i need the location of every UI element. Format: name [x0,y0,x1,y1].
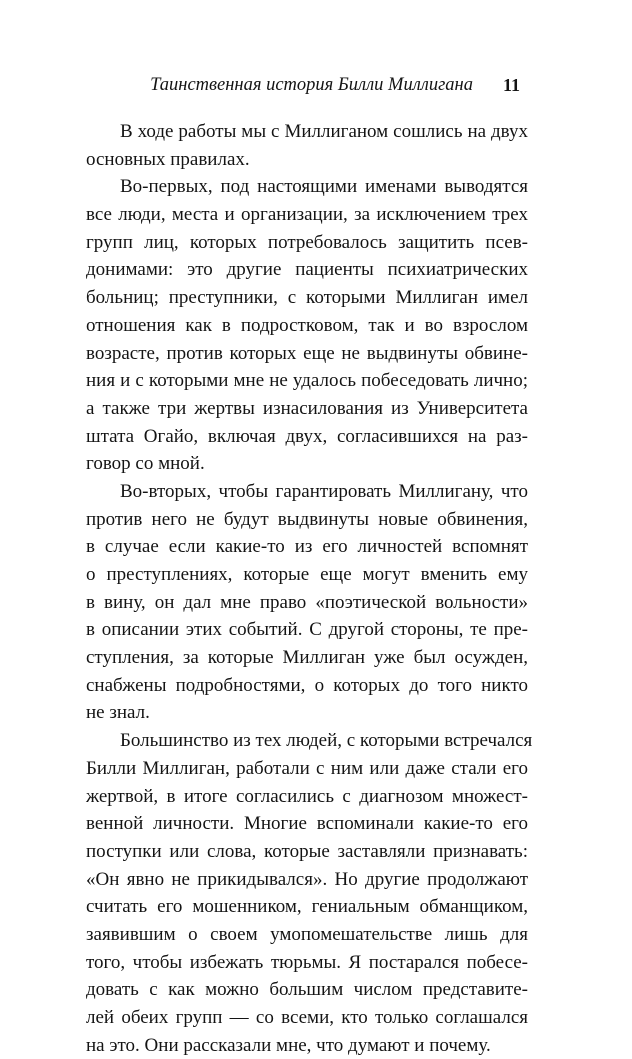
text-line: а также три жертвы изнасилования из Университета [86,397,528,419]
text-line: Во-первых, под настоящими именами выводятся [120,176,528,198]
text-line: ния и с которыми мне не удалось побеседовать лично; [86,370,528,392]
text-line: венной личности. Многие вспоминали какие-то его [86,813,528,835]
text-line: групп лиц, которых потребовалось защитить псев- [86,231,528,253]
text-line: все люди, места и организации, за исключением трех [86,204,528,226]
text-line: на это. Они рассказали мне, что думают и почему. [86,1034,491,1056]
text-line: лей обеих групп — со всеми, кто только соглашался [86,1007,528,1028]
text-line: Билли Миллиган, работали с ним или даже стали его [86,757,528,779]
text-line: поступки или слова, которые заставляли признавать: [86,840,528,862]
text-line: Во-вторых, чтобы гарантировать Миллигану, что [120,480,528,502]
running-title: Таинственная история Билли Миллигана [150,75,473,95]
text-line: довать с как можно большим числом представите- [86,979,528,1001]
text-line: В ходе работы мы с Миллиганом сошлись на двух [120,121,528,142]
body-text [86,118,533,1059]
text-line: возрасте, против которых еще не выдвинуты обвине- [86,342,528,364]
text-line: того, чтобы избежать тюрьмы. Я постарался побесе- [86,951,528,973]
text-line: жертвой, в итоге согласились с диагнозом множест- [86,785,528,807]
text-line: говор со мной. [86,453,205,475]
text-line: основных правилах. [86,148,250,170]
text-line: в случае если какие-то из его личностей вспомнят [86,536,528,558]
text-line: не знал. [86,702,150,724]
text-line: снабжены подробностями, о которых до того никто [86,674,528,696]
running-head [108,72,520,98]
text-line: в описании этих событий. С другой стороны, те пре- [86,619,528,641]
text-line: считать его мошенником, гениальным обманщиком, [86,896,528,918]
text-line: «Он явно не прикидывался». Но другие продолжают [86,868,528,890]
text-line: заявившим о своем умопомешательстве лишь для [86,923,528,945]
text-line: ступления, за которые Миллиган уже был осужден, [86,647,528,669]
text-line: больниц; преступники, с которыми Миллиган имел [86,287,528,309]
text-line: против него не будут выдвинуты новые обвинения, [86,508,528,530]
text-line: донимами: это другие пациенты психиатрических [86,259,528,281]
text-line: штата Огайо, включая двух, согласившихся на раз- [86,425,528,447]
text-line: в вину, он дал мне право «поэтической вольности» [86,591,528,613]
text-line: о преступлениях, которые еще могут вменить ему [86,564,528,585]
page-number: 11 [502,75,520,95]
text-line: Большинство из тех людей, с которыми встречался [120,730,533,752]
text-line: отношения как в подростковом, так и во взрослом [86,314,528,336]
